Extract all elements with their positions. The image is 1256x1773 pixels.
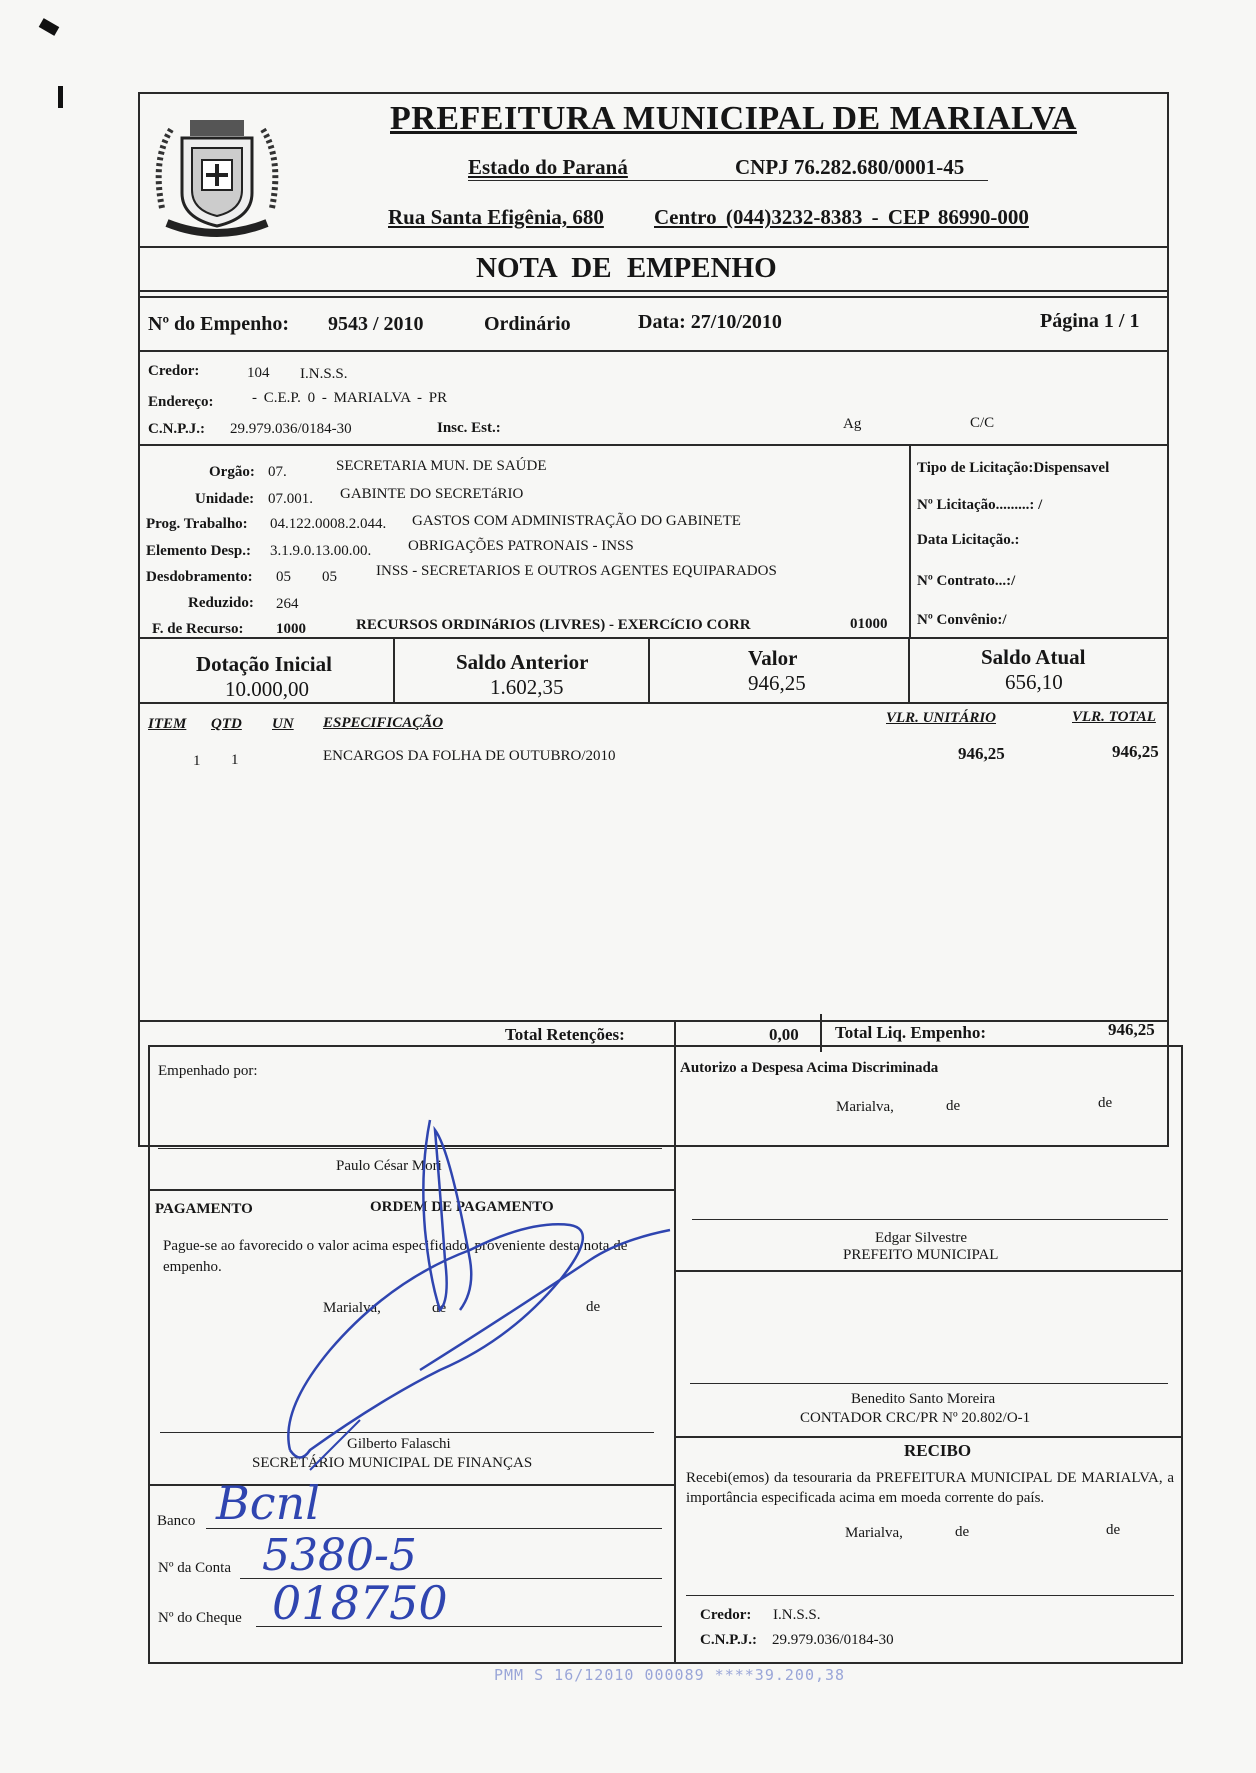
liquido-label: Total Liq. Empenho: bbox=[835, 1023, 986, 1042]
retencoes-value: 0,00 bbox=[769, 1025, 799, 1044]
recibo-signature-line bbox=[686, 1595, 1174, 1596]
col-header-total: VLR. TOTAL bbox=[1072, 709, 1156, 725]
header-state: Estado do Paraná bbox=[468, 155, 628, 179]
desd-label: Desdobramento: bbox=[146, 569, 253, 585]
recibo-place: Marialva, bbox=[845, 1525, 903, 1541]
divider-totals-1 bbox=[674, 1020, 676, 1054]
scan-mark-2 bbox=[58, 86, 63, 108]
empenhado-label: Empenhado por: bbox=[158, 1063, 258, 1079]
recibo-credor-value: I.N.S.S. bbox=[773, 1607, 821, 1623]
empenho-number: 9543 / 2010 bbox=[328, 313, 424, 335]
saldo-anterior-value: 1.602,35 bbox=[490, 675, 564, 699]
recurso-label: F. de Recurso: bbox=[152, 621, 244, 637]
recibo-cnpj-label: C.N.P.J.: bbox=[700, 1632, 757, 1648]
stamp-text: PMM S 16/12010 000089 ****39.200,38 bbox=[494, 1666, 846, 1684]
recibo-cnpj-value: 29.979.036/0184-30 bbox=[772, 1632, 894, 1648]
divider-title bbox=[138, 290, 1169, 292]
liquido-value: 946,25 bbox=[1108, 1020, 1155, 1039]
ag-label: Ag bbox=[843, 416, 862, 432]
header-cnpj: CNPJ 76.282.680/0001-45 bbox=[735, 155, 965, 179]
prog-label: Prog. Trabalho: bbox=[146, 516, 248, 532]
empenho-type: Ordinário bbox=[484, 313, 571, 335]
elem-label: Elemento Desp.: bbox=[146, 543, 251, 559]
empenhado-name: Paulo César Mori bbox=[336, 1158, 442, 1174]
recibo-title: RECIBO bbox=[904, 1441, 972, 1460]
reduzido-label: Reduzido: bbox=[188, 595, 254, 611]
divider-dotacao bbox=[138, 637, 1169, 639]
recurso-sub: 01000 bbox=[850, 616, 888, 632]
prog-name: GASTOS COM ADMINISTRAÇÃO DO GABINETE bbox=[412, 513, 741, 529]
divider-saldo-2 bbox=[648, 637, 650, 703]
recurso-name: RECURSOS ORDINáRIOS (LIVRES) - EXERCíCIO CORR bbox=[356, 617, 751, 633]
licitacao-numero: Nº Licitação.........: / bbox=[917, 497, 1043, 513]
recibo-de-1: de bbox=[955, 1524, 970, 1540]
endereco-value: - C.E.P. 0 - MARIALVA - PR bbox=[252, 390, 448, 406]
retencoes-label: Total Retenções: bbox=[505, 1025, 625, 1044]
divider-licitacao bbox=[909, 444, 911, 637]
row-total: 946,25 bbox=[1112, 742, 1159, 761]
doc-title: NOTA DE EMPENHO bbox=[476, 252, 777, 284]
orgao-code: 07. bbox=[268, 464, 287, 480]
insc-est-label: Insc. Est.: bbox=[437, 420, 501, 436]
orgao-label: Orgão: bbox=[209, 464, 255, 480]
recibo-text: Recebi(emos) da tesouraria da PREFEITURA MUNICIPAL DE MARIALVA, a importância especificada acima em moeda corrente do país. bbox=[686, 1470, 1174, 1506]
saldo-atual-value: 656,10 bbox=[1005, 670, 1063, 694]
col-header-qtd: QTD bbox=[211, 716, 242, 732]
credor-cnpj-label: C.N.P.J.: bbox=[148, 421, 205, 437]
cc-label: C/C bbox=[970, 415, 995, 431]
reduzido-value: 264 bbox=[276, 596, 299, 612]
pagamento-text: Pague-se ao favorecido o valor acima especificado, proveniente desta nota de empenho. bbox=[163, 1238, 628, 1275]
empenho-date: Data: 27/10/2010 bbox=[638, 311, 782, 333]
signature-scribble bbox=[270, 1110, 690, 1490]
autorizo-de-2: de bbox=[1098, 1095, 1113, 1111]
desd-name: INSS - SECRETARIOS E OUTROS AGENTES EQUIPARADOS bbox=[376, 563, 777, 579]
desd-code1: 05 bbox=[276, 569, 291, 585]
credor-cnpj: 29.979.036/0184-30 bbox=[230, 421, 352, 437]
secretario-title: SECRETÁRIO MUNICIPAL DE FINANÇAS bbox=[252, 1455, 533, 1471]
ordem-pagamento-label: ORDEM DE PAGAMENTO bbox=[370, 1199, 554, 1215]
prefeito-signature-line bbox=[692, 1219, 1168, 1220]
divider-prefeito bbox=[674, 1270, 1183, 1272]
recibo-credor-label: Credor: bbox=[700, 1607, 752, 1623]
valor-label: Valor bbox=[748, 646, 798, 670]
prefeito-name: Edgar Silvestre bbox=[875, 1230, 968, 1246]
credor-label: Credor: bbox=[148, 363, 200, 379]
licitacao-contrato: Nº Contrato...:/ bbox=[917, 573, 1016, 589]
empenho-number-label: Nº do Empenho: bbox=[148, 313, 290, 335]
row-unitario: 946,25 bbox=[958, 744, 1005, 763]
saldo-atual-label: Saldo Atual bbox=[981, 645, 1086, 669]
pagamento-de-2: de bbox=[586, 1299, 601, 1315]
autorizo-place: Marialva, bbox=[836, 1099, 894, 1115]
conta-label: Nº da Conta bbox=[158, 1560, 231, 1576]
cheque-label: Nº do Cheque bbox=[158, 1610, 242, 1626]
valor-value: 946,25 bbox=[748, 671, 806, 695]
banco-label: Banco bbox=[157, 1513, 196, 1529]
cheque-handwritten: 018750 bbox=[272, 1576, 448, 1630]
dotacao-inicial-label: Dotação Inicial bbox=[196, 652, 332, 676]
divider-totals-top bbox=[138, 1020, 1169, 1022]
divider-recibo bbox=[674, 1436, 1183, 1438]
recibo-de-2: de bbox=[1106, 1522, 1121, 1538]
unidade-name: GABINTE DO SECRETáRIO bbox=[340, 486, 524, 502]
col-header-item: ITEM bbox=[148, 716, 187, 732]
divider-saldo-3 bbox=[908, 637, 910, 703]
header-underline bbox=[468, 180, 988, 181]
banco-handwritten: Bcnl bbox=[216, 1476, 320, 1530]
elem-code: 3.1.9.0.13.00.00. bbox=[270, 543, 372, 559]
credor-code: 104 bbox=[247, 365, 270, 381]
autorizo-de-1: de bbox=[946, 1098, 961, 1114]
licitacao-data: Data Licitação.: bbox=[917, 532, 1020, 548]
row-especificacao: ENCARGOS DA FOLHA DE OUTUBRO/2010 bbox=[323, 748, 616, 764]
conta-handwritten: 5380-5 bbox=[262, 1530, 417, 1581]
pagamento-place: Marialva, bbox=[323, 1300, 381, 1316]
prefeito-title: PREFEITO MUNICIPAL bbox=[843, 1247, 999, 1263]
divider-header bbox=[138, 246, 1169, 248]
divider-empenho bbox=[138, 350, 1169, 352]
desd-code2: 05 bbox=[322, 569, 337, 585]
secretario-name: Gilberto Falaschi bbox=[347, 1436, 451, 1452]
header-address: Rua Santa Efigênia, 680 bbox=[388, 205, 604, 229]
empenho-page: Página 1 / 1 bbox=[1040, 310, 1140, 332]
divider-credor bbox=[138, 444, 1169, 446]
pagamento-label: PAGAMENTO bbox=[155, 1201, 253, 1217]
contador-name: Benedito Santo Moreira bbox=[851, 1391, 996, 1407]
coat-of-arms bbox=[142, 98, 292, 248]
divider-saldos bbox=[138, 702, 1169, 704]
divider-saldo-1 bbox=[393, 637, 395, 703]
licitacao-tipo: Tipo de Licitação:Dispensavel bbox=[917, 460, 1110, 476]
header-district: Centro (044)3232-8383 - CEP 86990-000 bbox=[654, 205, 1029, 229]
credor-name: I.N.S.S. bbox=[300, 366, 348, 382]
prog-code: 04.122.0008.2.044. bbox=[270, 516, 387, 532]
licitacao-convenio: Nº Convênio:/ bbox=[917, 612, 1007, 628]
col-header-unitario: VLR. UNITÁRIO bbox=[886, 710, 997, 726]
row-item: 1 bbox=[193, 753, 201, 769]
orgao-name: SECRETARIA MUN. DE SAÚDE bbox=[336, 458, 547, 474]
dotacao-inicial-value: 10.000,00 bbox=[225, 677, 309, 701]
unidade-code: 07.001. bbox=[268, 491, 313, 507]
contador-title: CONTADOR CRC/PR Nº 20.802/O-1 bbox=[800, 1410, 1031, 1426]
row-qtd: 1 bbox=[231, 752, 239, 768]
scan-mark-1 bbox=[39, 18, 60, 36]
divider-title-2 bbox=[138, 296, 1169, 298]
divider-totals-2 bbox=[820, 1014, 822, 1052]
autorizo-label: Autorizo a Despesa Acima Discriminada bbox=[680, 1060, 939, 1076]
col-header-un: UN bbox=[272, 716, 294, 732]
endereco-label: Endereço: bbox=[148, 394, 214, 410]
recurso-code: 1000 bbox=[276, 621, 306, 637]
saldo-anterior-label: Saldo Anterior bbox=[456, 650, 589, 674]
contador-signature-line bbox=[690, 1383, 1168, 1384]
header-title: PREFEITURA MUNICIPAL DE MARIALVA bbox=[390, 100, 1077, 137]
col-header-especificacao: ESPECIFICAÇÃO bbox=[323, 715, 444, 731]
elem-name: OBRIGAÇÕES PATRONAIS - INSS bbox=[408, 538, 634, 554]
pagamento-de-1: de bbox=[432, 1300, 447, 1316]
unidade-label: Unidade: bbox=[195, 491, 255, 507]
